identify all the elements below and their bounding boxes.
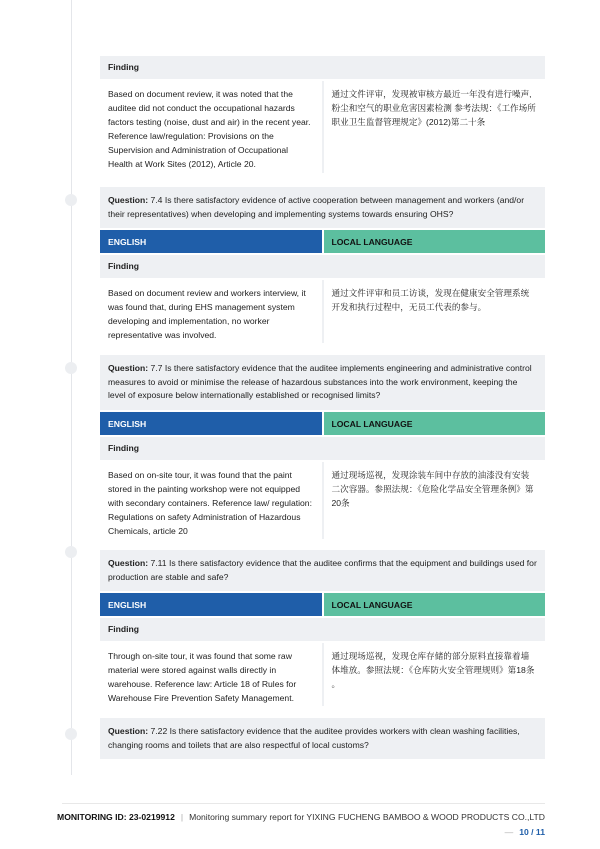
finding-label: Finding	[100, 255, 545, 278]
timeline-dot	[65, 194, 77, 206]
timeline-dot	[65, 728, 77, 740]
english-header: ENGLISH	[100, 593, 322, 616]
local-language-header: LOCAL LANGUAGE	[324, 593, 546, 616]
page-footer: MONITORING ID: 23-0219912 | Monitoring summary report for YIXING FUCHENG BAMBOO & WOOD PRODUCTS CO.,LTD — 10 / 11	[57, 812, 545, 837]
finding-english: Based on document review and workers interview, it was found that, during EHS management system developing and implementation, no worker representative was involved.	[100, 280, 322, 343]
timeline-dot	[65, 362, 77, 374]
timeline-dot	[65, 546, 77, 558]
timeline-rail	[71, 0, 72, 775]
finding-local: 通过现场巡视，发现仓库存储的部分原料直接靠着墙体堆放。参照法规：《仓库防火安全管理规则》第18条 。	[324, 643, 546, 706]
english-header: ENGLISH	[100, 412, 322, 435]
finding-label: Finding	[100, 618, 545, 641]
finding-local: 通过文件评审和员工访谈，发现在健康安全管理系统开发和执行过程中，无员工代表的参与。	[324, 280, 546, 343]
finding-card-continued	[100, 56, 545, 173]
finding-local: 通过文件评审，发现被审核方最近一年没有进行噪声,粉尘和空气的职业危害因素检测 参考法规：《工作场所职业卫生监督管理规定》(2012)第二十条	[324, 81, 546, 173]
finding-english: Based on document review, it was noted that the auditee did not conduct the occupational hazards factors testing (noise, dust and air) in the recent year. Reference law/regulation: Provisions on the Supervision and Administration of Occupational Health at Work Sites (2012), Article 20.	[100, 81, 322, 173]
question-card-7-4	[100, 187, 545, 343]
local-language-header: LOCAL LANGUAGE	[324, 412, 546, 435]
question-text: Question: 7.11 Is there satisfactory evidence that the auditee confirms that the equipment and buildings used for production are stable and safe?	[100, 550, 545, 591]
page-number: 10 / 11	[519, 827, 545, 837]
question-card-7-7	[100, 355, 545, 539]
question-card-7-11	[100, 550, 545, 706]
finding-english: Based on on-site tour, it was found that the paint stored in the painting workshop were not equipped with secondary containers. Reference law/ regulation: Regulations on safety Administration of Hazardous Chemicals, article 20	[100, 462, 322, 539]
report-title: Monitoring summary report for YIXING FUCHENG BAMBOO & WOOD PRODUCTS CO.,LTD	[189, 812, 545, 822]
monitoring-id: MONITORING ID: 23-0219912	[57, 812, 175, 822]
question-text: Question: 7.4 Is there satisfactory evidence of active cooperation between management and workers (and/or their representatives) when developing and implementing systems towards ensuring OHS?	[100, 187, 545, 228]
footer-divider	[62, 803, 545, 804]
finding-english: Through on-site tour, it was found that some raw material were stored against walls directly in warehouse. Reference law: Article 18 of Rules for Warehouse Fire Prevention Safety Management.	[100, 643, 322, 706]
question-card-7-22	[100, 718, 545, 759]
english-header: ENGLISH	[100, 230, 322, 253]
finding-label: Finding	[100, 56, 545, 79]
local-language-header: LOCAL LANGUAGE	[324, 230, 546, 253]
question-text: Question: 7.7 Is there satisfactory evidence that the auditee implements engineering and administrative control measures to avoid or minimise the release of hazardous substances into the work environment, keeping the level of exposure below internationally established or recognised limits?	[100, 355, 545, 410]
finding-local: 通过现场巡视，发现涂装车间中存放的油漆没有安装二次容器。参照法规：《危险化学品安全管理条例》第20条	[324, 462, 546, 539]
question-text: Question: 7.22 Is there satisfactory evidence that the auditee provides workers with clean washing facilities, changing rooms and toilets that are also respectful of local customs?	[100, 718, 545, 759]
finding-label: Finding	[100, 437, 545, 460]
